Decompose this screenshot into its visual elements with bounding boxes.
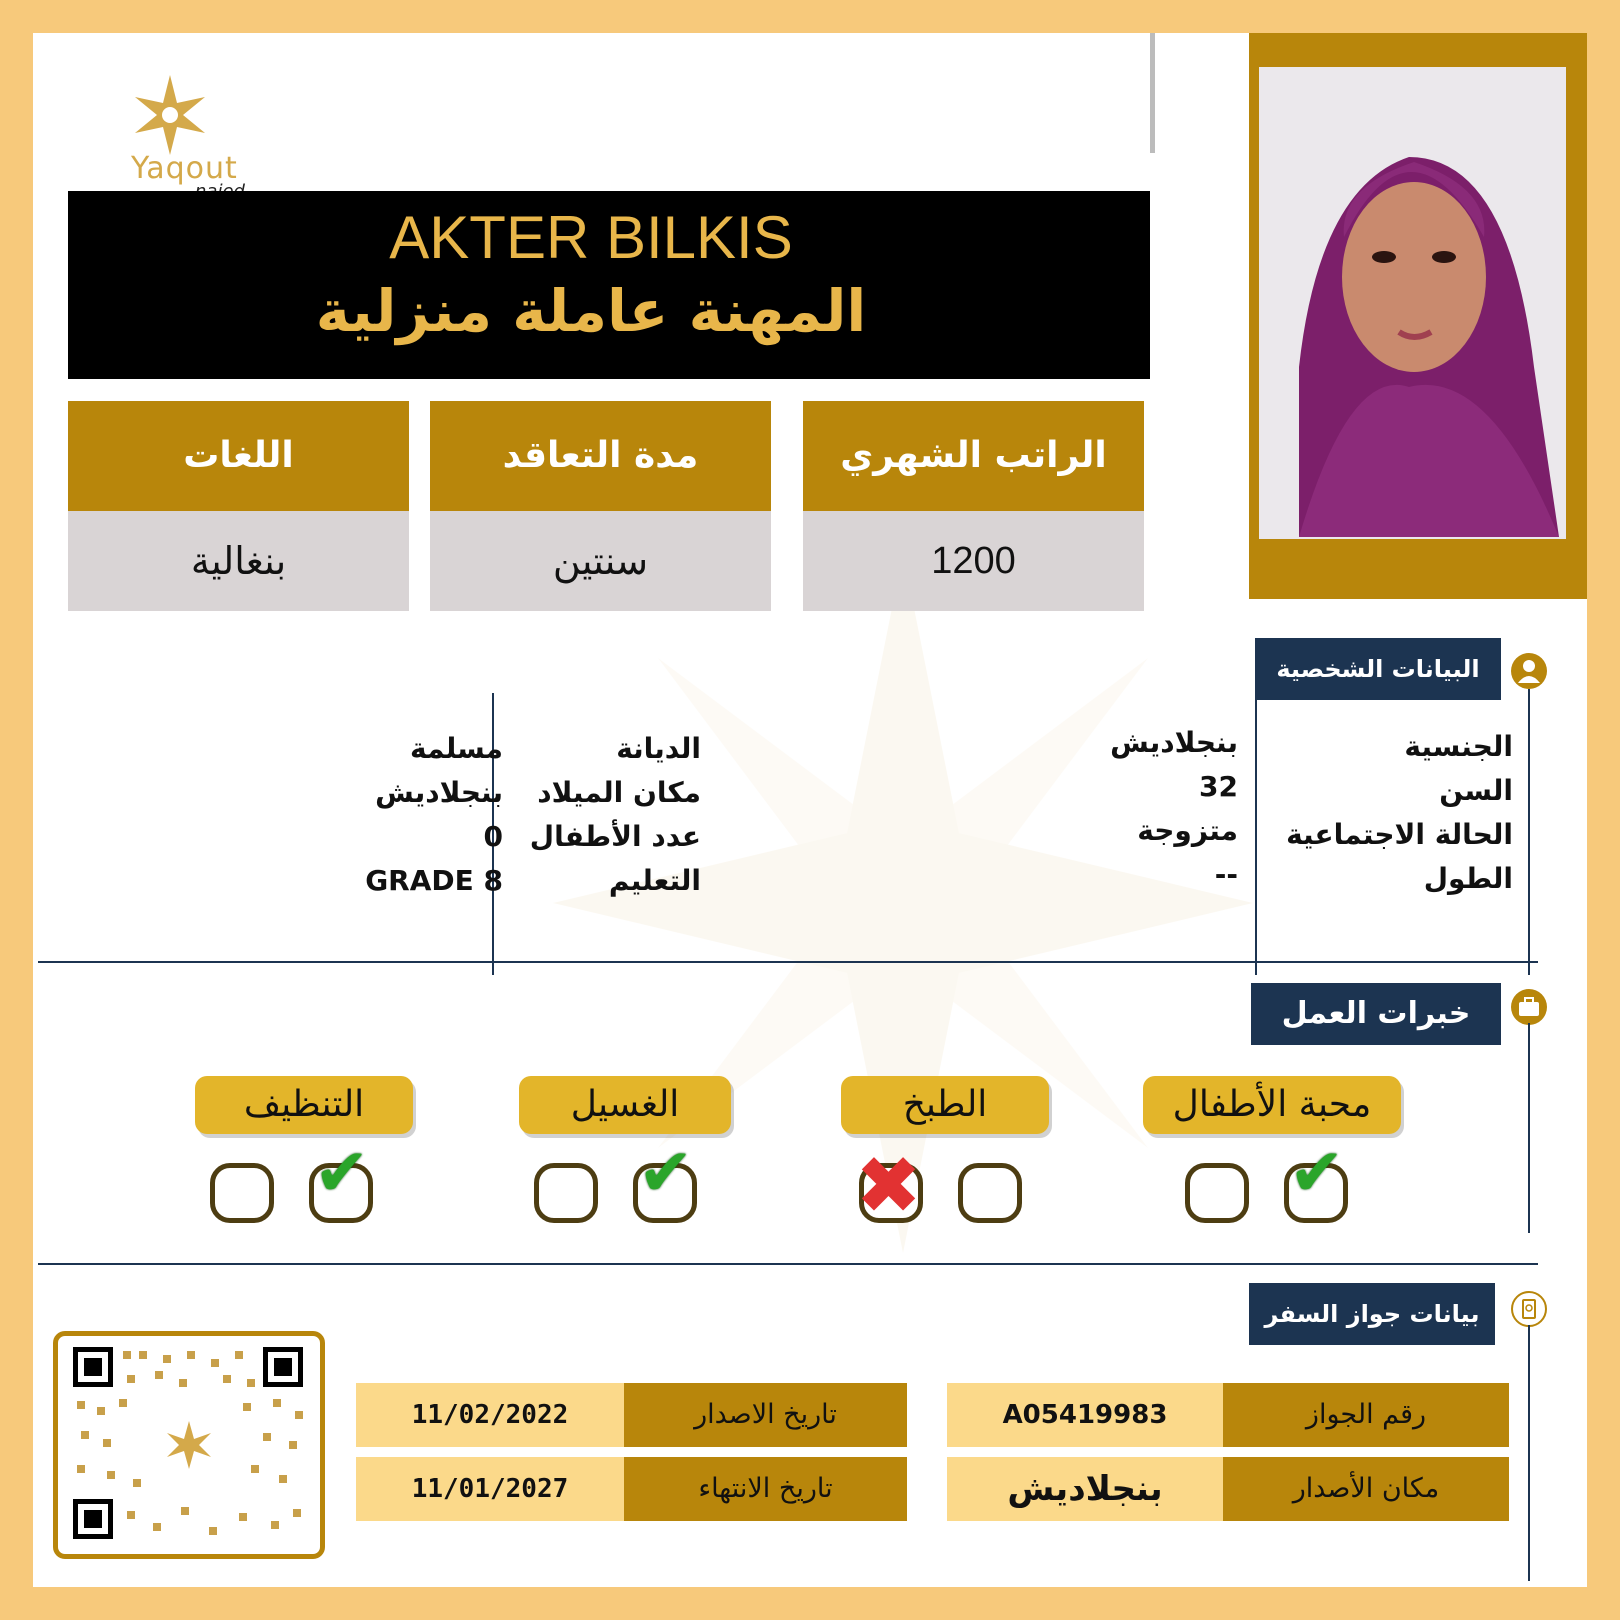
age-value: 32 <box>1199 770 1238 803</box>
skill-laundry-label: الغسيل <box>519 1076 731 1134</box>
personal-connector <box>1528 689 1530 975</box>
cv-card <box>33 33 1587 1587</box>
top-divider-line <box>1150 33 1155 153</box>
contract-label: مدة التعاقد <box>430 401 771 511</box>
languages-label: اللغات <box>68 401 409 511</box>
name-banner <box>68 191 1150 379</box>
experience-section-title: خبرات العمل <box>1251 983 1501 1045</box>
passport-number-value: A05419983 <box>947 1383 1223 1447</box>
salary-value: 1200 <box>803 511 1144 611</box>
passport-section-title: بيانات جواز السفر <box>1249 1283 1495 1345</box>
expiry-date-value: 11/01/2027 <box>356 1457 624 1521</box>
candidate-photo <box>1259 67 1566 539</box>
personal-right-values <box>1033 721 1238 897</box>
children-value: 0 <box>483 820 503 853</box>
height-value: -- <box>1214 858 1238 891</box>
expiry-date-label: تاريخ الانتهاء <box>624 1457 907 1521</box>
personal-left-values <box>283 727 503 903</box>
nationality-value: بنجلاديش <box>1110 726 1238 759</box>
nationality-label: الجنسية <box>1404 730 1513 763</box>
skill-cooking-label: الطبخ <box>841 1076 1049 1134</box>
age-label: السن <box>1439 774 1513 807</box>
qr-code[interactable] <box>53 1331 325 1559</box>
skill-cleaning-no-box[interactable] <box>210 1163 274 1223</box>
logo-wordmark: Yaqout <box>131 151 238 186</box>
skill-laundry-no-box[interactable] <box>534 1163 598 1223</box>
contract-box <box>430 401 771 611</box>
passport-number-label: رقم الجواز <box>1223 1383 1509 1447</box>
marital-status-value: متزوجة <box>1137 814 1238 847</box>
candidate-name: AKTER BILKIS <box>389 204 793 271</box>
user-icon <box>1511 653 1547 689</box>
personal-right-labels <box>1263 725 1513 901</box>
skill-cooking-yes-box[interactable] <box>958 1163 1022 1223</box>
passport-icon <box>1511 1291 1547 1327</box>
religion-value: مسلمة <box>409 732 503 765</box>
issue-place-value: بنجلاديش <box>947 1457 1223 1521</box>
experience-connector <box>1528 1023 1530 1233</box>
education-value: GRADE 8 <box>365 864 503 897</box>
marital-status-label: الحالة الاجتماعية <box>1286 818 1513 851</box>
cross-icon: ✖ <box>855 1139 923 1232</box>
languages-box <box>68 401 409 611</box>
section-separator-1 <box>38 961 1538 963</box>
salary-label: الراتب الشهري <box>803 401 1144 511</box>
personal-section-title: البيانات الشخصية <box>1255 638 1501 700</box>
contract-value: سنتين <box>430 511 771 611</box>
checkmark-icon: ✔ <box>638 1134 694 1211</box>
issue-date-value: 11/02/2022 <box>356 1383 624 1447</box>
skill-childcare-no-box[interactable] <box>1185 1163 1249 1223</box>
issue-date-label: تاريخ الاصدار <box>624 1383 907 1447</box>
brand-logo <box>93 73 253 203</box>
issue-place-label: مكان الأصدار <box>1223 1457 1509 1521</box>
checkmark-icon: ✔ <box>1289 1134 1345 1211</box>
birthplace-label: مكان الميلاد <box>537 776 701 809</box>
salary-box <box>803 401 1144 611</box>
checkmark-icon: ✔ <box>314 1134 370 1211</box>
skill-cleaning-label: التنظيف <box>195 1076 413 1134</box>
skill-childcare-label: محبة الأطفال <box>1143 1076 1401 1134</box>
passport-connector <box>1528 1325 1530 1581</box>
briefcase-icon <box>1511 989 1547 1025</box>
logo-star-icon <box>125 75 215 155</box>
personal-divider-right <box>1255 700 1257 975</box>
height-label: الطول <box>1423 862 1513 895</box>
children-label: عدد الأطفال <box>529 820 701 853</box>
languages-value: بنغالية <box>68 511 409 611</box>
birthplace-value: بنجلاديش <box>375 776 503 809</box>
profession-title: المهنة عاملة منزلية <box>315 277 867 345</box>
religion-label: الديانة <box>616 732 701 765</box>
section-separator-2 <box>38 1263 1538 1265</box>
education-label: التعليم <box>608 864 701 897</box>
personal-left-labels <box>503 727 701 903</box>
